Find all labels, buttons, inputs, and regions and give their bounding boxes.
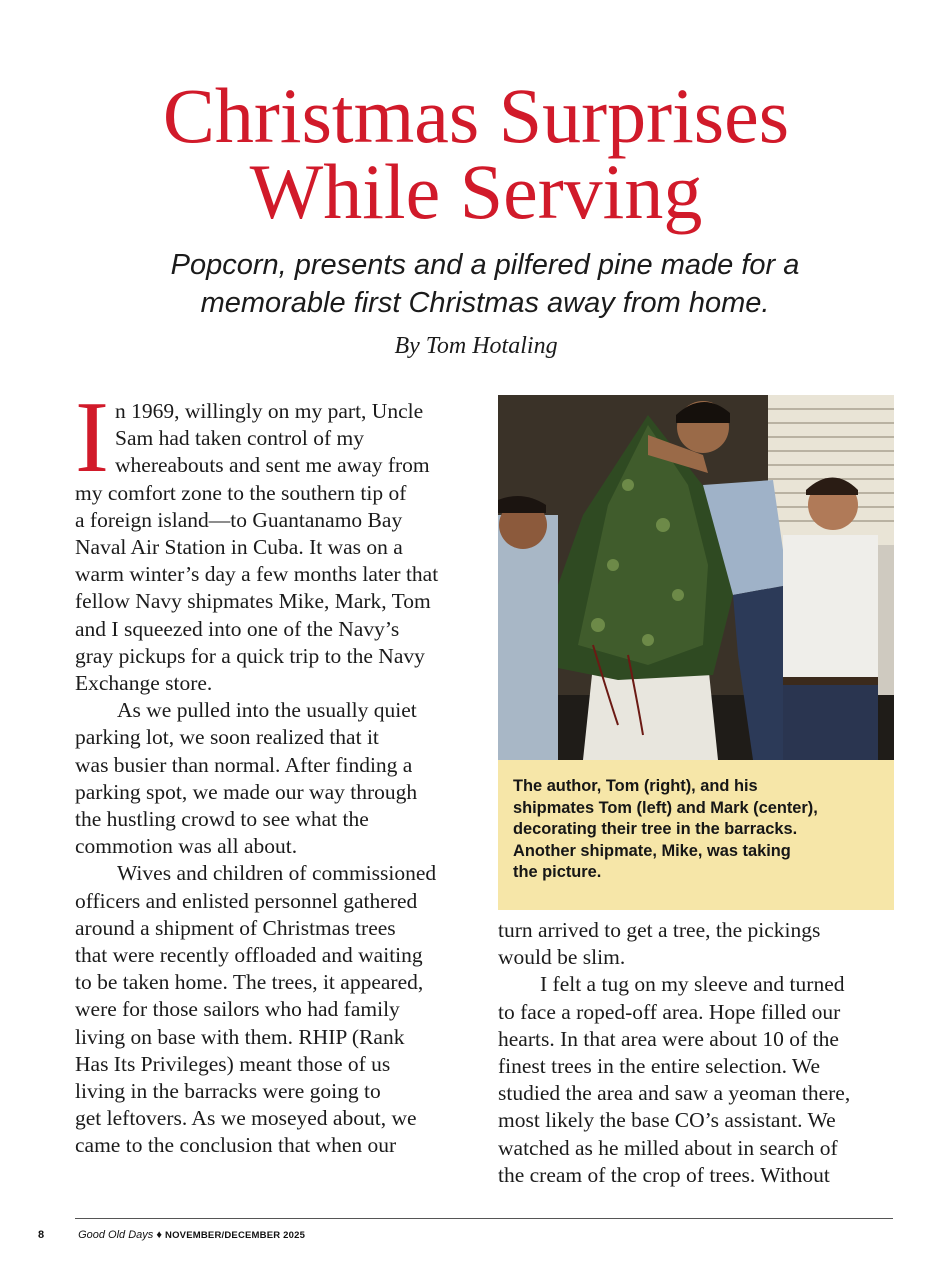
body-line: get leftovers. As we moseyed about, we [75,1106,417,1131]
body-line: Sam had taken control of my [115,426,364,451]
body-line: hearts. In that area were about 10 of the [498,1026,839,1051]
caption-line: Another shipmate, Mike, was taking [513,841,791,860]
article-title-line-1: Christmas Surprises [162,72,790,159]
body-line: most likely the base CO’s assistant. We [498,1108,836,1133]
body-column-right [498,917,898,1189]
body-line: studied the area and saw a yeoman there, [498,1081,851,1106]
body-line: were for those sailors who had family [75,997,400,1022]
byline: By Tom Hotaling [394,333,558,359]
article-title-line-2: While Serving [249,148,703,235]
body-line: fellow Navy shipmates Mike, Mark, Tom [75,589,431,614]
caption-line: the picture. [513,863,602,881]
body-line: n 1969, willingly on my part, Uncle [115,399,424,423]
body-line: my comfort zone to the southern tip of [75,480,407,505]
diamond-separator-icon: ♦ [156,1229,162,1241]
article-subtitle [100,246,870,322]
body-line: finest trees in the entire selection. We [498,1054,821,1079]
body-line: Naval Air Station in Cuba. It was on a [75,535,403,560]
drop-cap: I [75,381,109,494]
photo-caption [498,760,894,910]
body-line: commotion was all about. [75,834,298,859]
magazine-name: Good Old Days [78,1229,154,1241]
body-line: the cream of the crop of trees. Without [498,1162,830,1187]
body-line: I felt a tug on my sleeve and turned [540,972,845,997]
body-line: warm winter’s day a few months later that [75,562,439,587]
caption-line: decorating their tree in the barracks. [513,820,798,838]
body-line: was busier than normal. After finding a [75,752,413,777]
body-line: to face a roped-off area. Hope filled our [498,999,841,1024]
body-line: Exchange store. [75,671,213,696]
caption-line: The author, Tom (right), and his [513,777,758,795]
body-line: Wives and children of commissioned [117,861,437,886]
body-line: came to the conclusion that when our [75,1133,397,1158]
body-line: watched as he milled about in search of [498,1135,838,1160]
body-line: turn arrived to get a tree, the pickings [498,918,821,942]
footer-divider [75,1218,893,1219]
body-line: around a shipment of Christmas trees [75,915,396,940]
body-line: parking spot, we made our way through [75,779,418,804]
subtitle-line-1: Popcorn, presents and a pilfered pine made for a [170,249,800,281]
body-column-left [75,381,470,1160]
body-line: that were recently offloaded and waiting [75,943,423,968]
body-line: would be slim. [498,945,626,970]
subtitle-line-2: memorable first Christmas away from home. [200,287,770,319]
page-footer [38,1229,305,1245]
page-number: 8 [38,1229,45,1241]
body-line: and I squeezed into one of the Navy’s [75,616,400,641]
body-line: gray pickups for a quick trip to the Navy [75,643,425,668]
caption-line: shipmates Tom (left) and Mark (center), [513,798,818,817]
body-line: whereabouts and sent me away from [115,453,430,478]
body-line: to be taken home. The trees, it appeared, [75,970,424,995]
body-line: living in the barracks were going to [75,1079,381,1104]
body-line: Has Its Privileges) meant those of us [75,1051,391,1076]
body-line: officers and enlisted personnel gathered [75,888,418,913]
body-line: living on base with them. RHIP (Rank [75,1024,405,1049]
issue-date: NOVEMBER/DECEMBER 2025 [165,1230,306,1241]
body-line: parking lot, we soon realized that it [75,725,379,750]
body-line: As we pulled into the usually quiet [117,698,417,723]
article-title [0,72,952,235]
body-line: a foreign island—to Guantanamo Bay [75,507,403,532]
body-line: the hustling crowd to see what the [75,807,369,832]
article-photo [498,395,894,760]
